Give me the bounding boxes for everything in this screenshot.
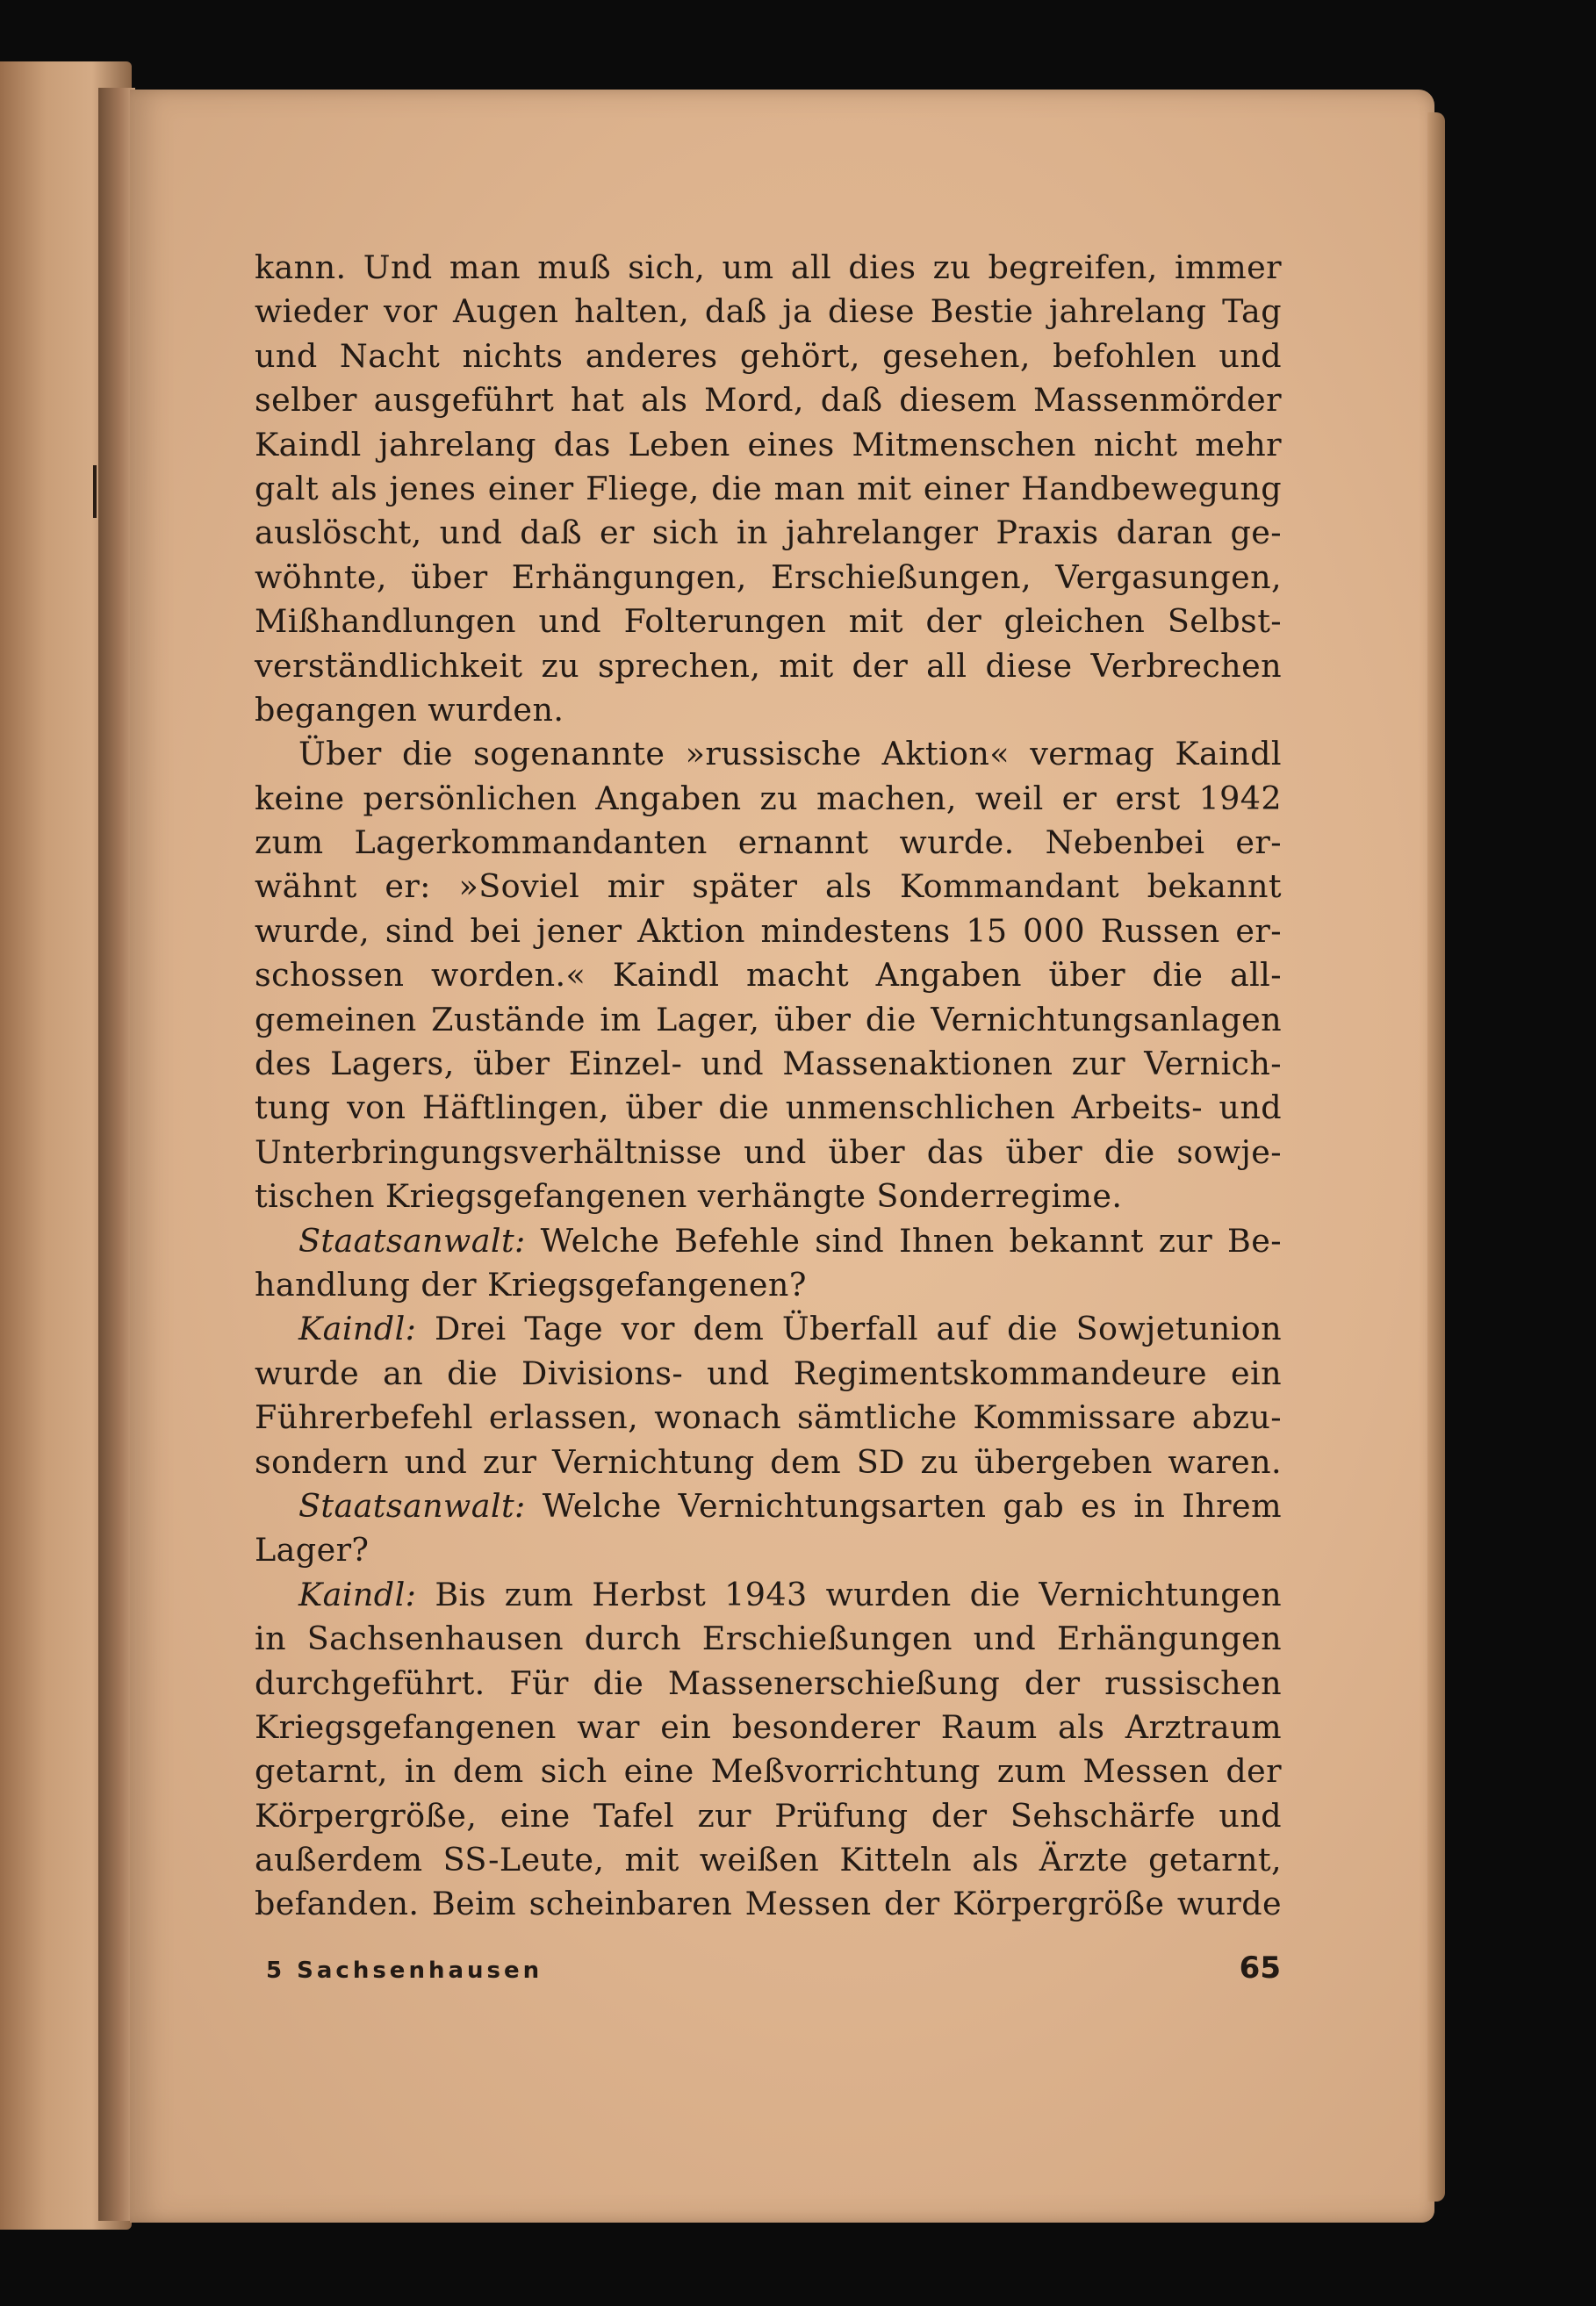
- text-line: außerdem SS-Leute, mit weißen Kitteln als Ärzte getarnt,: [255, 1841, 1282, 1879]
- dialogue-line: [255, 1484, 1282, 1528]
- dialogue-text: Welche Befehle sind Ihnen bekannt zur Be-: [540, 1221, 1282, 1260]
- text-line: in Sachsenhausen durch Erschießungen und Erhängungen: [255, 1620, 1282, 1658]
- dialogue-text: Drei Tage vor dem Überfall auf die Sowjetunion: [434, 1310, 1282, 1348]
- dialogue-line: [255, 1573, 1282, 1617]
- text-line: zum Lagerkommandanten ernannt wurde. Nebenbei er-: [255, 823, 1282, 862]
- text-line: schossen worden.« Kaindl macht Angaben über die all-: [255, 956, 1282, 995]
- binding-mark: [93, 465, 97, 518]
- text-line: des Lagers, über Einzel- und Massenaktionen zur Vernich-: [255, 1045, 1282, 1083]
- text-line: gemeinen Zustände im Lager, über die Vernichtungsanlagen: [255, 1000, 1282, 1038]
- dialogue-line: [255, 1219, 1282, 1263]
- page-footer: [266, 1950, 1281, 1989]
- text-line: Kaindl jahrelang das Leben eines Mitmenschen nicht mehr: [255, 425, 1282, 463]
- dialogue-text: Bis zum Herbst 1943 wurden die Vernichtungen: [435, 1575, 1282, 1613]
- speaker-prosecutor: Staatsanwalt:: [298, 1221, 526, 1260]
- dialogue-line: [255, 1307, 1282, 1351]
- text-line: und Nacht nichts anderes gehört, gesehen, befohlen und: [255, 336, 1282, 375]
- text-line: Unterbringungsverhältnisse und über das über die sowje-: [255, 1132, 1282, 1171]
- text-line: Mißhandlungen und Folterungen mit der gleichen Selbst-: [255, 602, 1282, 641]
- text-line: auslöscht, und daß er sich in jahrelanger Praxis daran ge-: [255, 514, 1282, 552]
- dialogue-text: Welche Vernichtungsarten gab es in Ihrem: [542, 1486, 1282, 1525]
- text-line: wurde, sind bei jener Aktion mindestens 15 000 Russen er-: [255, 911, 1282, 950]
- text-line: Körpergröße, eine Tafel zur Prüfung der Sehschärfe und: [255, 1796, 1282, 1835]
- text-line: befanden. Beim scheinbaren Messen der Körpergröße wurde: [255, 1885, 1282, 1923]
- speaker-prosecutor: Staatsanwalt:: [298, 1486, 526, 1525]
- speaker-kaindl: Kaindl:: [298, 1575, 417, 1613]
- text-line: wurde an die Divisions- und Regimentskommandeure ein: [255, 1354, 1282, 1392]
- text-line: tung von Häftlingen, über die unmenschlichen Arbeits- und: [255, 1088, 1282, 1127]
- text-line: sondern und zur Vernichtung dem SD zu übergeben waren.: [255, 1442, 1282, 1481]
- text-line: kann. Und man muß sich, um all dies zu begreifen, immer: [255, 248, 1282, 286]
- text-line: durchgeführt. Für die Massenerschießung der russischen: [255, 1663, 1282, 1702]
- text-line: wähnt er: »Soviel mir später als Kommandant bekannt: [255, 867, 1282, 906]
- text-line: begangen wurden.: [255, 690, 564, 729]
- text-line: Lager?: [255, 1531, 370, 1570]
- printer-signature: 5 Sachsenhausen: [266, 1958, 543, 1984]
- text-line: handlung der Kriegsgefangenen?: [255, 1265, 807, 1304]
- text-line: galt als jenes einer Fliege, die man mit einer Handbewegung: [255, 469, 1282, 507]
- page-body-text: [255, 246, 1282, 1927]
- text-line: getarnt, in dem sich eine Meßvorrichtung zum Messen der: [255, 1752, 1282, 1791]
- text-line: wöhnte, über Erhängungen, Erschießungen, Vergasungen,: [255, 557, 1282, 596]
- speaker-kaindl: Kaindl:: [298, 1310, 417, 1348]
- text-line: Über die sogenannte »russische Aktion« vermag Kaindl: [298, 735, 1282, 773]
- text-line: selber ausgeführt hat als Mord, daß diesem Massenmörder: [255, 381, 1282, 420]
- text-line: verständlichkeit zu sprechen, mit der all diese Verbrechen: [255, 646, 1282, 685]
- text-line: Führerbefehl erlassen, wonach sämtliche Kommissare abzu-: [255, 1398, 1282, 1437]
- page-number: 65: [1239, 1950, 1281, 1986]
- text-line: tischen Kriegsgefangenen verhängte Sonderregime.: [255, 1177, 1123, 1216]
- text-line: Kriegsgefangenen war ein besonderer Raum als Arztraum: [255, 1707, 1282, 1746]
- text-line: wieder vor Augen halten, daß ja diese Bestie jahrelang Tag: [255, 292, 1282, 331]
- page-edge: [1427, 112, 1445, 2202]
- text-line: keine persönlichen Angaben zu machen, weil er erst 1942: [255, 779, 1282, 817]
